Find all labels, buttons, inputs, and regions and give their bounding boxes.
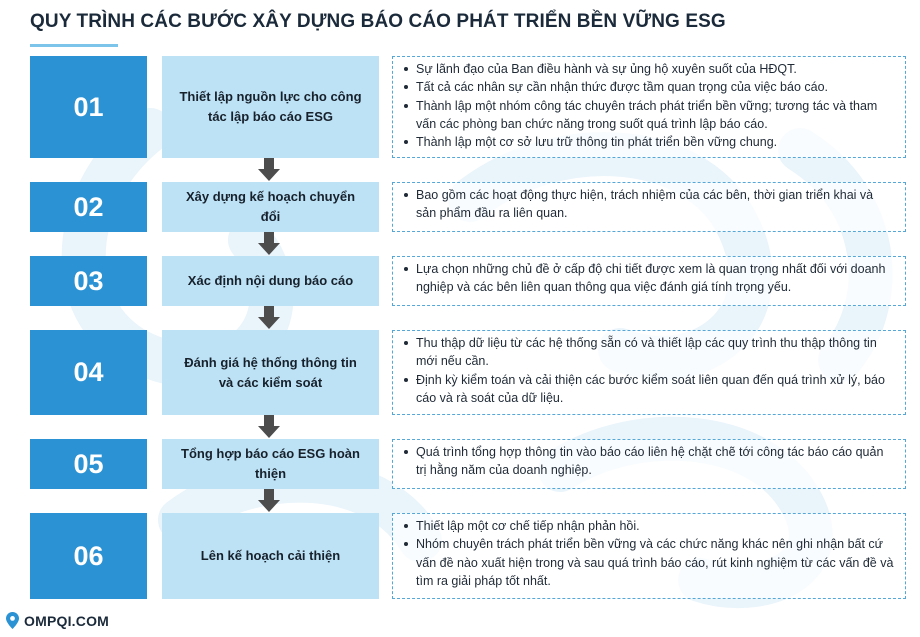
step-number: 05: [30, 439, 147, 489]
step-title: Thiết lập nguồn lực cho công tác lập báo cáo ESG: [162, 56, 379, 158]
bullet-item: Thiết lập một cơ chế tiếp nhận phản hồi.: [401, 517, 895, 535]
bullet-item: Lựa chọn những chủ đề ở cấp độ chi tiết được xem là quan trọng nhất đối với doanh nghiệp và các bên liên quan thông qua việc đánh giá tính trọng yếu.: [401, 260, 895, 297]
page-title: QUY TRÌNH CÁC BƯỚC XÂY DỰNG BÁO CÁO PHÁT TRIỂN BỀN VỮNG ESG: [30, 11, 726, 32]
step-title: Lên kế hoạch cải thiện: [162, 513, 379, 599]
step-03: [0, 256, 920, 306]
step-number: 06: [30, 513, 147, 599]
step-description: [392, 256, 906, 306]
arrow-down-icon: [257, 415, 281, 439]
bullet-item: Quá trình tổng hợp thông tin vào báo cáo liên hệ chặt chẽ tới công tác báo cáo quản trị hằng năm của doanh nghiệp.: [401, 443, 895, 480]
step-number: 03: [30, 256, 147, 306]
step-description: [392, 330, 906, 415]
footer-brand[interactable]: OMPQI.COM: [24, 612, 110, 629]
arrow-down-icon: [257, 306, 281, 330]
bullet-item: Thành lập một cơ sở lưu trữ thông tin phát triển bền vững chung.: [401, 133, 895, 151]
step-number: 02: [30, 182, 147, 232]
title-underline: [30, 44, 118, 47]
bullet-item: Thành lập một nhóm công tác chuyên trách phát triển bền vững; tương tác và tham vấn các phòng ban chức năng trong suốt quá trình lập báo cáo.: [401, 97, 895, 134]
arrow-down-icon: [257, 158, 281, 182]
step-description: [392, 513, 906, 599]
step-title: Xây dựng kế hoạch chuyển đổi: [162, 182, 379, 232]
bullet-item: Bao gồm các hoạt động thực hiện, trách nhiệm của các bên, thời gian triển khai và sản phẩm đầu ra liên quan.: [401, 186, 895, 223]
step-number: 04: [30, 330, 147, 415]
step-title: Đánh giá hệ thống thông tin và các kiểm soát: [162, 330, 379, 415]
step-description: [392, 56, 906, 158]
bullet-item: Sự lãnh đạo của Ban điều hành và sự ủng hộ xuyên suốt của HĐQT.: [401, 60, 895, 78]
step-04: [0, 330, 920, 415]
step-description: [392, 439, 906, 489]
location-pin-icon: [6, 612, 19, 629]
step-title: Tổng hợp báo cáo ESG hoàn thiện: [162, 439, 379, 489]
arrow-down-icon: [257, 489, 281, 513]
step-title: Xác định nội dung báo cáo: [162, 256, 379, 306]
bullet-item: Thu thập dữ liệu từ các hệ thống sẵn có và thiết lập các quy trình thu thập thông tin mới nếu cần.: [401, 334, 895, 371]
arrow-down-icon: [257, 232, 281, 256]
bullet-item: Định kỳ kiểm toán và cải thiện các bước kiểm soát liên quan đến quá trình xử lý, báo cáo và rà soát của dữ liệu.: [401, 371, 895, 408]
bullet-item: Nhóm chuyên trách phát triển bền vững và các chức năng khác nên ghi nhận bất cứ vấn đề nào xuất hiện trong và sau quá trình báo cáo, rút kinh nghiệm từ các vấn đề và tìm ra giải pháp tốt nhất.: [401, 535, 895, 590]
step-number: 01: [30, 56, 147, 158]
step-05: [0, 439, 920, 489]
step-06: [0, 513, 920, 599]
step-01: [0, 56, 920, 158]
step-description: [392, 182, 906, 232]
step-02: [0, 182, 920, 232]
footer: [6, 612, 109, 629]
bullet-item: Tất cả các nhân sự cần nhận thức được tầm quan trọng của việc báo cáo.: [401, 78, 895, 96]
